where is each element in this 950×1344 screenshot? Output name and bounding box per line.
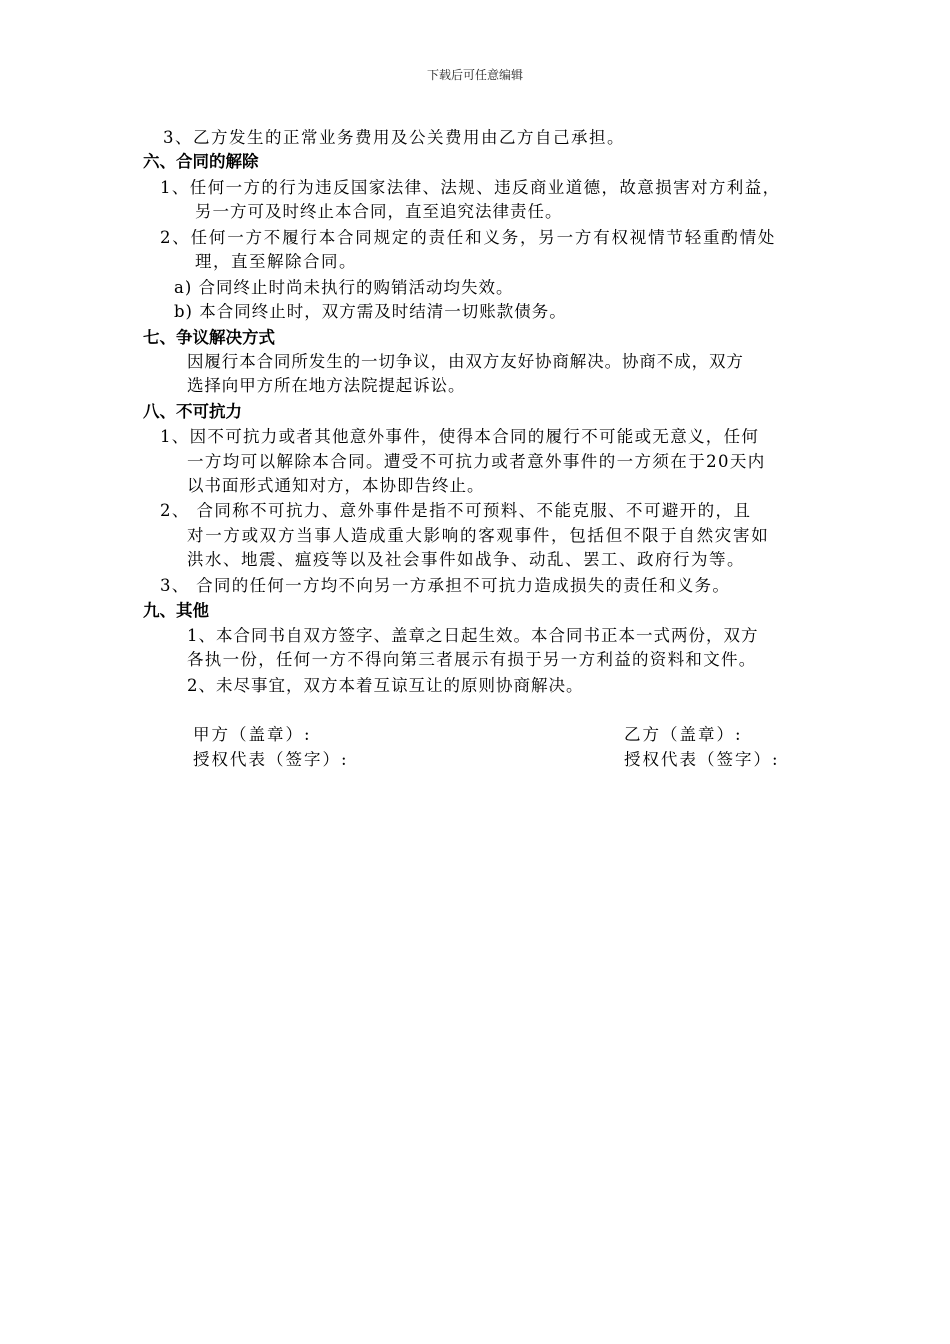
section-7-line1: 因履行本合同所发生的一切争议，由双方友好协商解决。协商不成，双方 bbox=[187, 352, 744, 371]
party-b-seal-label: 乙方（盖章）: bbox=[624, 725, 743, 744]
section-7-heading: 七、争议解决方式 bbox=[143, 328, 275, 347]
section-9-heading: 九、其他 bbox=[143, 601, 209, 620]
item-6-2-a: a) 合同终止时尚未执行的购销活动均失效。 bbox=[174, 278, 514, 297]
item-9-1-line2: 各执一份，任何一方不得向第三者展示有损于另一方利益的资料和文件。 bbox=[187, 650, 757, 669]
item-8-2-line3: 洪水、地震、瘟疫等以及社会事件如战争、动乱、罢工、政府行为等。 bbox=[187, 550, 745, 569]
item-6-1-line2: 另一方可及时终止本合同，直至追究法律责任。 bbox=[195, 202, 563, 221]
party-b-rep-label: 授权代表（签字）: bbox=[624, 750, 780, 769]
item-8-1-line2: 一方均可以解除本合同。遭受不可抗力或者意外事件的一方须在于20天内 bbox=[187, 452, 766, 471]
item-6-1-line1: 1、任何一方的行为违反国家法律、法规、违反商业道德，故意损害对方利益， bbox=[160, 178, 781, 197]
page-header: 下载后可任意编辑 bbox=[426, 68, 523, 82]
party-a-rep-label: 授权代表（签字）: bbox=[193, 750, 349, 769]
item-9-2-line1: 2、未尽事宜，双方本着互谅互让的原则协商解决。 bbox=[187, 676, 584, 695]
section-8-heading: 八、不可抗力 bbox=[143, 402, 242, 421]
item-6-2-line1: 2、任何一方不履行本合同规定的责任和义务，另一方有权视情节轻重酌情处 bbox=[160, 228, 777, 247]
item-3-text: 3、乙方发生的正常业务费用及公关费用由乙方自己承担。 bbox=[163, 128, 625, 147]
section-6-heading: 六、合同的解除 bbox=[143, 152, 259, 171]
item-6-2-b: b) 本合同终止时，双方需及时结清一切账款债务。 bbox=[174, 302, 567, 321]
section-7-line2: 选择向甲方所在地方法院提起诉讼。 bbox=[187, 376, 466, 395]
item-8-2-line1: 2、 合同称不可抗力、意外事件是指不可预料、不能克服、不可避开的，且 bbox=[160, 501, 752, 520]
item-8-3-line1: 3、 合同的任何一方均不向另一方承担不可抗力造成损失的责任和义务。 bbox=[160, 576, 731, 595]
item-9-1-line1: 1、本合同书自双方签字、盖章之日起生效。本合同书正本一式两份，双方 bbox=[187, 626, 759, 645]
item-8-2-line2: 对一方或双方当事人造成重大影响的客观事件，包括但不限于自然灾害如 bbox=[187, 526, 770, 545]
party-a-seal-label: 甲方（盖章）: bbox=[193, 725, 312, 744]
item-8-1-line1: 1、因不可抗力或者其他意外事件，使得本合同的履行不可能或无意义，任何 bbox=[160, 427, 760, 446]
item-8-1-line3: 以书面形式通知对方，本协即告终止。 bbox=[187, 476, 485, 495]
item-6-2-line2: 理，直至解除合同。 bbox=[195, 252, 357, 271]
